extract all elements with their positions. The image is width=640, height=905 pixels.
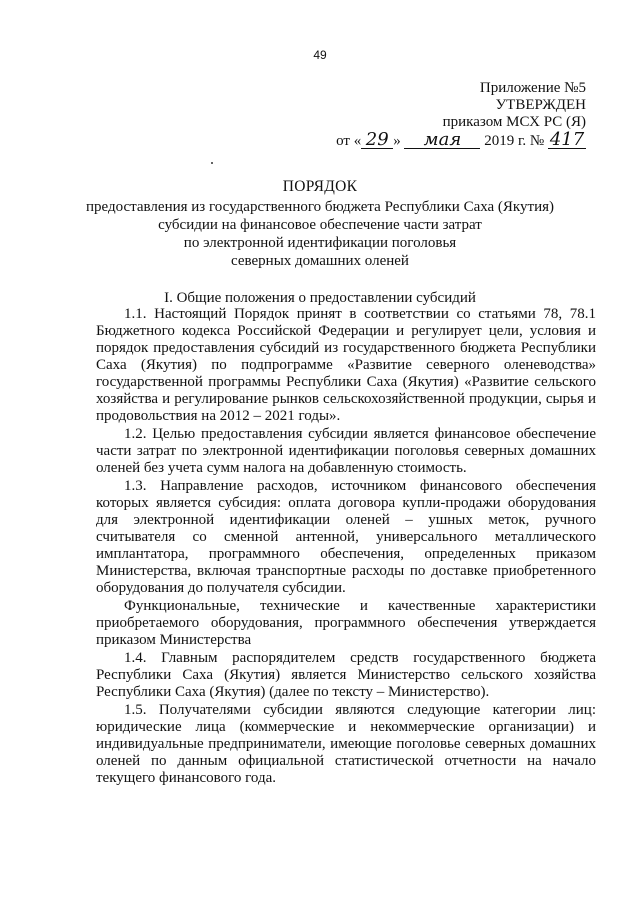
scan-speck [211,162,213,164]
paragraph: 1.1. Настоящий Порядок принят в соответствии со статьями 78, 78.1 Бюджетного кодекса Российской Федерации и регулирует цели, условия и порядок предоставления субсидий из государственного бюджета Республики Саха (Якутия) по подпрограмме «Развитие северного оленеводства» государственной программы Республики Саха (Якутия) «Развитие сельского хозяйства и регулирование рынков сельскохозяйственной продукции, сырья и продовольствия на 2012 – 2021 годы». [96,306,596,424]
paragraph: Функциональные, технические и качественные характеристики приобретаемого оборудования, программного обеспечения утверждается приказом Министерства [96,598,596,648]
title-line: предоставления из государственного бюджета Республики Саха (Якутия) [86,199,554,215]
order-number: 417 [549,129,585,150]
section-body [96,306,596,787]
approval-order: приказом МСХ РС (Я) [442,114,586,130]
title-line: субсидии на финансовое обеспечение части затрат [158,217,482,233]
approval-date-line [336,131,586,150]
date-year: 2019 г. № [484,133,545,149]
document-title [0,178,640,270]
approval-block [336,80,586,150]
section-heading: I. Общие положения о предоставлении субсидий [164,290,476,306]
paragraph: 1.4. Главным распорядителем средств государственного бюджета Республики Саха (Якутия) является Министерство сельского хозяйства Республики Саха (Якутия) (далее по тексту – Министерство). [96,650,596,700]
date-month: мая [404,131,480,149]
paragraph: 1.3. Направление расходов, источником финансового обеспечения которых является субсидия: оплата договора купли-продажи оборудования для электронной идентификации оленей – ушных меток, ручного считывателя со сменной антенной, универсального металлического имплантатора, программного обеспечения, определенных приказом Министерства, включая транспортные расходы по доставке приобретенного оборудования до получателя субсидии. [96,478,596,596]
paragraph: 1.2. Целью предоставления субсидии является финансовое обеспечение части затрат по электронной идентификации поголовья северных домашних оленей без учета сумм налога на добавленную стоимость. [96,426,596,476]
date-prefix: от « [336,133,362,149]
date-day-suffix: » [393,133,401,149]
title-line: северных домашних оленей [231,253,409,269]
approval-approved: УТВЕРЖДЕН [495,97,586,113]
page-number: 49 [313,48,327,62]
date-day: 29 [361,131,393,149]
title-line: по электронной идентификации поголовья [183,235,457,251]
approval-appendix: Приложение №5 [479,80,586,96]
title-heading: ПОРЯДОК [282,178,358,195]
paragraph: 1.5. Получателями субсидии являются следующие категории лиц: юридические лица (коммерческие и некоммерческие организации) и индивидуальные предприниматели, имеющие поголовье северных домашних оленей по данным официальной статистической отчетности на начало текущего финансового года. [96,702,596,786]
